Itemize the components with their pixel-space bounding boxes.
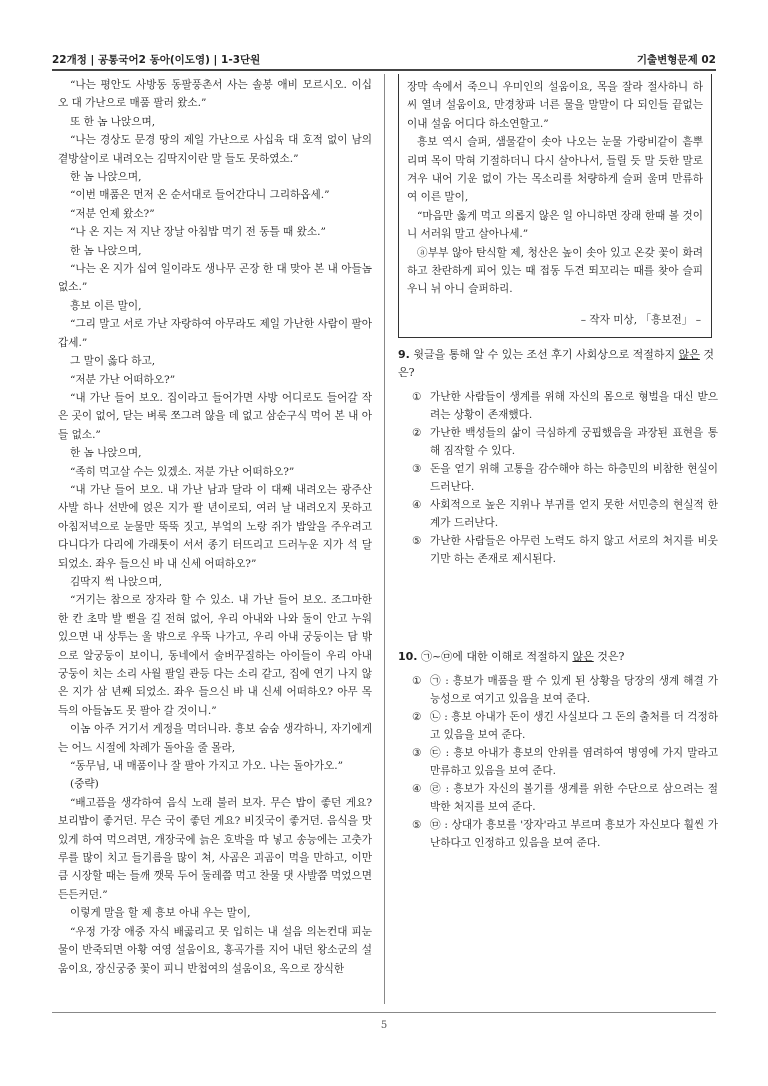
- passage-paragraph: “거기는 참으로 장자라 할 수 있소. 내 가난 들어 보오. 조그마한 한 칸 초막 발 뻗을 길 전혀 없어, 우리 아내와 나와 둘이 안고 누워 있으면 내 상투는 울 밖으로 우뚝 나가고, 우리 아내 궁둥이는 담 밖으로 알궁둥이 보이니, 동네에서 술버꾸질하는 아이들이 우리 아내 궁둥이 치는 소리 사월 팔일 관등 다는 소리 같고, 집에 연기 나지 않은 지가 삼 년째 되었소. 좌우 들으신 바 내 신세 어떠하오? 아무 목득의 아들놈도 못 팔아 갈 것이니.”: [58, 594, 372, 717]
- answer-option[interactable]: [398, 816, 718, 852]
- passage-paragraph: “내 가난 들어 보오. 집이라고 들어가면 사방 어디로도 들어갈 작은 곳이 없어, 닫는 벼룩 쪼그려 않을 데 없고 삼순구식 먹어 본 내 아들 없소.”: [58, 391, 372, 441]
- passage-left-column: [58, 76, 372, 978]
- passage-paragraph: “이번 매품은 먼저 온 순서대로 들어간다니 그리하옵세.”: [70, 189, 330, 202]
- passage-paragraph: “우정 가장 애중 자식 배곯리고 못 입히는 내 설음 의논컨대 피눈물이 반죽되면 아황 여영 설움이요, 홍곡가를 지어 내던 왕소군의 설움이요, 장신궁중 꽃이 피니 반첩여의 설움이요, 옥으로 장식한: [58, 925, 372, 975]
- answer-option[interactable]: [398, 388, 718, 424]
- answer-option-text: ㉢ : 흥보 아내가 흥보의 안위를 염려하여 병영에 가지 말라고 만류하고 있음을 보여 준다.: [430, 747, 718, 777]
- answer-option-number: ①: [412, 391, 422, 403]
- passage-paragraph: 한 놈 나앉으며,: [70, 171, 142, 184]
- page-number: 5: [380, 1020, 388, 1031]
- passage-paragraph: “족히 먹고살 수는 있겠소. 저분 가난 어떠하오?”: [70, 465, 295, 478]
- answer-option-number: ③: [412, 463, 422, 475]
- passage-paragraph: “내 가난 들어 보오. 내 가난 남과 달라 이 대째 내려오는 광주산 사발 하나 선반에 얹은 지가 팔 년이로되, 여러 날 내려오지 못하고 아침저녁으로 눈물만 뚝뚝 짓고, 부엌의 노랑 쥐가 밥알을 주우려고 다니다가 다리에 가래톳이 서서 종기 터뜨리고 드러누운 지가 석 달 되었소. 좌우 들으신 바 내 신세 어떠하오?”: [58, 483, 372, 570]
- question-10-number: 10.: [398, 650, 418, 663]
- passage-box-paragraph: 장막 속에서 죽으니 우미인의 설움이요, 목을 잘라 절사하니 하씨 열녀 설움이요, 만경창파 너른 물을 말말이 다 되인들 끝없는 이내 설움 어디다 하소연할고.”: [407, 81, 703, 130]
- passage-paragraph: 한 놈 나앉으며,: [70, 244, 142, 257]
- question-9-options: [398, 388, 718, 568]
- answer-option-number: ④: [412, 783, 422, 795]
- passage-box-paragraph: “마음만 옳게 먹고 의롭지 않은 일 아니하면 장래 한때 볼 것이니 서러워 말고 살아나세.”: [407, 209, 703, 241]
- answer-option-text: ㉤ : 상대가 흥보를 '장자'라고 부르며 흥보가 자신보다 훨씬 가난하다고 인정하고 있음을 보여 준다.: [430, 819, 718, 849]
- answer-option-text: 가난한 백성들의 삶이 극심하게 궁핍했음을 과장된 표현을 통해 짐작할 수 있다.: [430, 427, 718, 457]
- passage-box: [398, 74, 712, 338]
- passage-paragraph: “나는 온 지가 십여 일이라도 생나무 곤장 한 대 맞아 본 내 아들놈 없소.”: [58, 263, 372, 294]
- question-9-stem: [398, 346, 718, 382]
- passage-paragraph: 흥보 이른 말이,: [70, 299, 142, 312]
- question-9-number: 9.: [398, 348, 410, 361]
- answer-option-text: 가난한 사람들은 아무런 노력도 하지 않고 서로의 처지를 비웃기만 하는 존재로 제시된다.: [430, 535, 718, 565]
- question-10: [398, 648, 718, 852]
- answer-option-text: 돈을 얻기 위해 고통을 감수해야 하는 하층민의 비참한 현실이 드러난다.: [430, 463, 718, 493]
- answer-option-text: ㉡ : 흥보 아내가 돈이 생긴 사실보다 그 돈의 출처를 더 걱정하고 있음을 보여 준다.: [430, 711, 718, 741]
- question-10-stem-post: 것은?: [593, 650, 625, 663]
- passage-paragraph: “나 온 지는 저 지난 장날 아침밥 먹기 전 동틀 때 왔소.”: [70, 226, 326, 239]
- column-divider: [384, 74, 385, 1004]
- answer-option-number: ②: [412, 427, 422, 439]
- passage-paragraph: “동무님, 내 매품이나 잘 팔아 가지고 가오. 나는 돌아가오.”: [70, 760, 344, 773]
- passage-paragraph: “나는 평안도 사방동 동팔풍촌서 사는 솔봉 애비 모르시오. 이십 오 대 가난으로 매품 팔러 왔소.”: [58, 79, 372, 110]
- answer-option-number: ③: [412, 747, 422, 759]
- answer-option-number: ⑤: [412, 535, 422, 547]
- passage-paragraph: “저분 가난 어떠하오?”: [70, 373, 176, 386]
- answer-option-number: ④: [412, 499, 422, 511]
- question-10-stem-pre: ㉠~㉤에 대한 이해로 적절하지: [421, 650, 573, 663]
- question-9-stem-post: 것은?: [398, 348, 714, 379]
- header-divider: [52, 69, 716, 71]
- passage-paragraph: “그리 말고 서로 가난 자랑하여 아무라도 제일 가난한 사람이 팔아 갑세.”: [58, 318, 372, 349]
- question-9: [398, 346, 718, 568]
- passage-paragraph: “나는 경상도 문경 땅의 제일 가난으로 사십육 대 호적 없이 남의 곁방살이로 내려오는 김딱지이란 말 들도 못하였소.”: [58, 134, 372, 165]
- answer-option[interactable]: [398, 424, 718, 460]
- question-10-stem-under: 않은: [572, 650, 594, 663]
- answer-option-number: ⑤: [412, 819, 422, 831]
- answer-option-number: ①: [412, 675, 422, 687]
- answer-option-text: 사회적으로 높은 지위나 부귀를 얻지 못한 서민층의 현실적 한계가 드러난다.: [430, 499, 718, 529]
- passage-paragraph: 또 한 놈 나앉으며,: [70, 115, 156, 128]
- passage-box-text: [407, 78, 703, 299]
- answer-option[interactable]: [398, 496, 718, 532]
- passage-paragraph: 이놈 아주 거기서 게정을 먹더니라. 흥보 숨숨 생각하니, 자기에게는 어느 시절에 차례가 돌아올 줄 몰라,: [58, 723, 372, 754]
- passage-box-paragraph: 흥보 역시 슬퍼, 샘물같이 솟아 나오는 눈물 가랑비같이 흩뿌리며 목이 막혀 기절하더니 다시 살아나서, 들릴 듯 말 듯한 말로 겨우 내어 기운 없이 가는 목소리를 처량하게 슬퍼 울며 만류하여 이른 말이,: [407, 136, 703, 204]
- answer-option[interactable]: [398, 672, 718, 708]
- answer-option-text: ㉣ : 흥보가 자신의 볼기를 생계를 위한 수단으로 삼으려는 절박한 처지를 보여 준다.: [430, 783, 718, 813]
- answer-option[interactable]: [398, 708, 718, 744]
- header-section-title: 기출변형문제 02: [636, 54, 716, 66]
- question-10-stem: [398, 648, 718, 666]
- header-course-info: 22개정 | 공통국어2 동아(이도영) | 1-3단원: [52, 54, 261, 66]
- question-9-stem-pre: 윗글을 통해 알 수 있는 조선 후기 사회상으로 적절하지: [413, 348, 679, 361]
- passage-source: – 작자 미상, 「흥보전」 –: [580, 314, 701, 326]
- question-10-options: [398, 672, 718, 852]
- answer-option-number: ②: [412, 711, 422, 723]
- passage-paragraph: “배고픔을 생각하여 음식 노래 불러 보자. 무슨 밥이 좋던 게요? 보리밥이 좋거던. 무슨 국이 좋던 게요? 비짓국이 좋거던. 음식을 맛있게 하여 먹으려면, 개장국에 늙은 호박을 따 넣고 송능에는 고춧가루를 많이 치고 들기름을 많이 쳐, 사곰은 괴곰이 먹을 만하고, 이만큼 시장할 때는 들깨 깻묵 두어 둘레쯤 먹고 찬물 댓 사발쯤 먹었으면 든든커던.”: [58, 796, 372, 901]
- passage-paragraph: 그 말이 옳다 하고,: [70, 355, 156, 368]
- passage-paragraph: 김딱지 썩 나앉으며,: [70, 575, 162, 588]
- passage-paragraph: (중략): [70, 778, 99, 791]
- answer-option-text: 가난한 사람들이 생계를 위해 자신의 몸으로 형벌을 대신 받으려는 상황이 존재했다.: [430, 391, 718, 421]
- question-9-stem-under: 않은: [678, 348, 700, 361]
- footer-divider: [52, 1012, 716, 1013]
- passage-box-paragraph: ⓐ부부 않아 탄식할 제, 청산은 높이 솟아 있고 온갖 꽃이 화려하고 찬란하게 피어 있는 때 접동 두견 뙤꼬리는 때를 찾아 슬피 우니 뉘 아니 슬퍼하리.: [407, 246, 703, 296]
- answer-option[interactable]: [398, 532, 718, 568]
- answer-option[interactable]: [398, 780, 718, 816]
- answer-option-text: ㉠ : 흥보가 매품을 팔 수 있게 된 상황을 당장의 생계 해결 가능성으로 여기고 있음을 보여 준다.: [430, 675, 718, 705]
- passage-paragraph: 한 놈 나앉으며,: [70, 447, 142, 460]
- passage-paragraph: 이렇게 말을 할 제 흥보 아내 우는 말이,: [70, 907, 251, 920]
- answer-option[interactable]: [398, 744, 718, 780]
- answer-option[interactable]: [398, 460, 718, 496]
- passage-paragraph: “저분 언제 왔소?”: [70, 207, 155, 220]
- page-header: [52, 52, 716, 68]
